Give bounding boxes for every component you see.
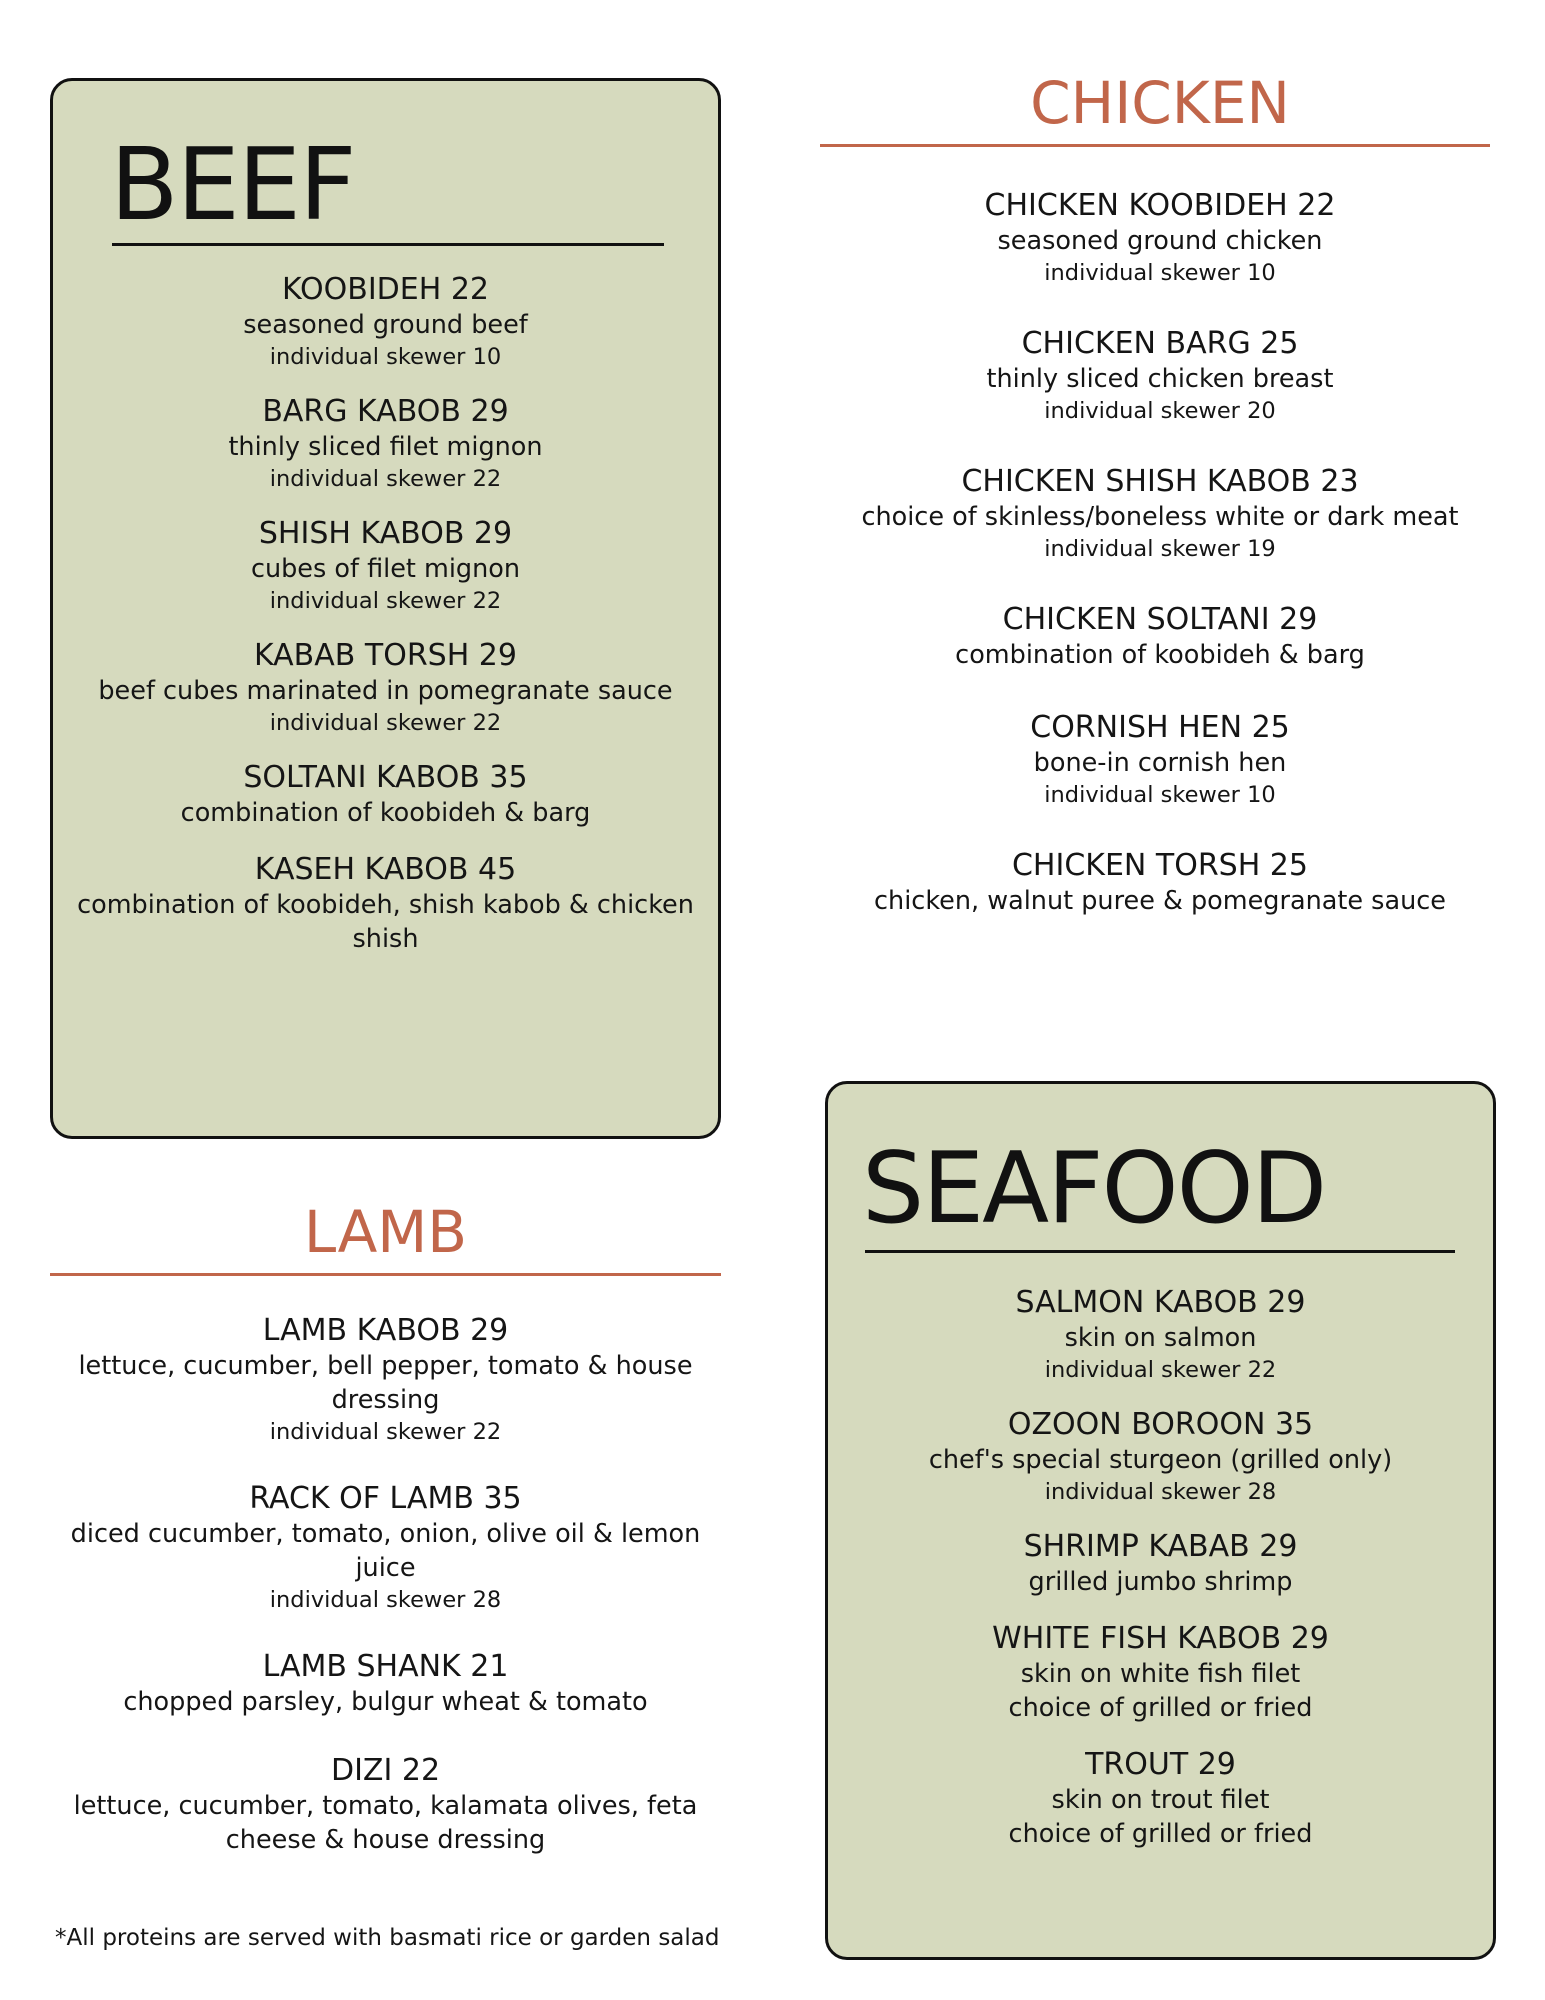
menu-item-skewer-price: individual skewer 22 — [269, 1419, 502, 1445]
menu-item-name: CHICKEN SOLTANI 29 — [1002, 602, 1318, 637]
menu-item-name: TROUT 29 — [1085, 1747, 1236, 1782]
menu-item-description: seasoned ground chicken — [997, 226, 1323, 256]
menu-item-skewer-price: individual skewer 28 — [269, 1587, 502, 1613]
menu-item-note: choice of grilled or fried — [1008, 1819, 1313, 1849]
menu-item-description: choice of skinless/boneless white or dark meat — [861, 502, 1459, 532]
menu-item-skewer-price: individual skewer 19 — [1044, 536, 1276, 562]
menu-item — [820, 710, 1500, 810]
chicken-menu-list — [820, 188, 1500, 918]
menu-item-description: lettuce, cucumber, tomato, kalamata olives, feta cheese & house dressing — [73, 1791, 698, 1855]
menu-item-skewer-price: individual skewer 10 — [1044, 782, 1276, 808]
menu-item-description: combination of koobideh & barg — [180, 798, 591, 828]
seafood-title-rule — [865, 1250, 1455, 1253]
menu-item-name: KOOBIDEH 22 — [281, 272, 489, 307]
menu-item-description: thinly sliced filet mignon — [228, 432, 543, 462]
beef-menu-list — [50, 272, 721, 956]
menu-item-description: skin on white fish filet — [1020, 1659, 1301, 1689]
menu-item-note: choice of grilled or fried — [1008, 1693, 1313, 1723]
menu-item-name: KASEH KABOB 45 — [254, 852, 517, 887]
menu-item-description: cubes of filet mignon — [250, 554, 521, 584]
seafood-menu-list — [825, 1285, 1496, 1851]
menu-item-description: lettuce, cucumber, bell pepper, tomato & house dressing — [78, 1351, 693, 1415]
menu-item-name: CHICKEN KOOBIDEH 22 — [984, 188, 1336, 223]
menu-item — [50, 1649, 721, 1719]
menu-item-name: WHITE FISH KABOB 29 — [992, 1621, 1329, 1656]
menu-item — [50, 516, 721, 616]
menu-item-skewer-price: individual skewer 22 — [1044, 1357, 1277, 1383]
menu-item-description: bone-in cornish hen — [1033, 748, 1287, 778]
menu-item-description: combination of koobideh, shish kabob & chicken shish — [77, 890, 694, 954]
menu-item-description: chicken, walnut puree & pomegranate sauce — [874, 886, 1446, 916]
menu-item-name: LAMB KABOB 29 — [262, 1313, 509, 1348]
chicken-section-title: CHICKEN — [1030, 69, 1290, 137]
menu-item-description: skin on trout filet — [1051, 1785, 1270, 1815]
menu-item-description: chef's special sturgeon (grilled only) — [928, 1445, 1393, 1475]
menu-item-name: LAMB SHANK 21 — [262, 1649, 509, 1684]
menu-item-name: RACK OF LAMB 35 — [249, 1481, 522, 1516]
menu-item-description: grilled jumbo shrimp — [1028, 1567, 1293, 1597]
menu-item-description: beef cubes marinated in pomegranate sauce — [98, 676, 673, 706]
menu-item-description: diced cucumber, tomato, onion, olive oil & lemon juice — [70, 1519, 701, 1583]
menu-item-name: CORNISH HEN 25 — [1030, 710, 1290, 745]
menu-item-name: CHICKEN TORSH 25 — [1011, 848, 1308, 883]
menu-item — [820, 464, 1500, 564]
menu-item — [50, 638, 721, 738]
menu-item — [50, 1753, 721, 1857]
menu-item-skewer-price: individual skewer 22 — [269, 588, 502, 614]
menu-item-name: SALMON KABOB 29 — [1015, 1285, 1306, 1320]
menu-item-skewer-price: individual skewer 22 — [269, 710, 502, 736]
menu-item — [50, 760, 721, 830]
menu-item-name: BARG KABOB 29 — [262, 394, 509, 429]
menu-item — [50, 1481, 721, 1615]
menu-item-skewer-price: individual skewer 28 — [1044, 1479, 1277, 1505]
menu-item — [50, 1313, 721, 1447]
menu-item-name: CHICKEN BARG 25 — [1021, 326, 1299, 361]
menu-item — [825, 1747, 1496, 1851]
menu-item — [825, 1621, 1496, 1725]
menu-item-description: combination of koobideh & barg — [955, 640, 1365, 670]
menu-item-name: SHRIMP KABAB 29 — [1023, 1529, 1298, 1564]
menu-item-skewer-price: individual skewer 20 — [1044, 398, 1276, 424]
beef-title-rule — [112, 243, 664, 246]
menu-item-name: KABAB TORSH 29 — [254, 638, 517, 673]
menu-item — [825, 1285, 1496, 1385]
menu-item-skewer-price: individual skewer 10 — [1044, 260, 1276, 286]
menu-item — [825, 1407, 1496, 1507]
lamb-section-title: LAMB — [303, 1198, 468, 1266]
menu-item-description: seasoned ground beef — [243, 310, 528, 340]
lamb-title-rule — [50, 1273, 721, 1276]
footnote: *All proteins are served with basmati rice or garden salad — [55, 1925, 720, 1951]
menu-item-name: SHISH KABOB 29 — [258, 516, 513, 551]
menu-item — [820, 602, 1500, 672]
menu-item — [50, 272, 721, 372]
chicken-title-rule — [820, 144, 1490, 147]
menu-item-description: skin on salmon — [1064, 1323, 1257, 1353]
menu-item-skewer-price: individual skewer 22 — [269, 466, 502, 492]
menu-item-description: thinly sliced chicken breast — [986, 364, 1334, 394]
menu-item-skewer-price: individual skewer 10 — [269, 344, 502, 370]
beef-section-title: BEEF — [110, 126, 355, 243]
seafood-section-title: SEAFOOD — [862, 1132, 1326, 1246]
menu-item — [820, 188, 1500, 288]
menu-item — [820, 326, 1500, 426]
menu-item — [50, 394, 721, 494]
lamb-menu-list — [50, 1313, 721, 1857]
menu-item-name: OZOON BOROON 35 — [1007, 1407, 1314, 1442]
menu-item — [820, 848, 1500, 918]
menu-item-name: DIZI 22 — [330, 1753, 441, 1788]
menu-item — [825, 1529, 1496, 1599]
menu-item-name: CHICKEN SHISH KABOB 23 — [961, 464, 1359, 499]
menu-item-description: chopped parsley, bulgur wheat & tomato — [123, 1687, 648, 1717]
menu-item-name: SOLTANI KABOB 35 — [243, 760, 528, 795]
menu-item — [50, 852, 721, 956]
